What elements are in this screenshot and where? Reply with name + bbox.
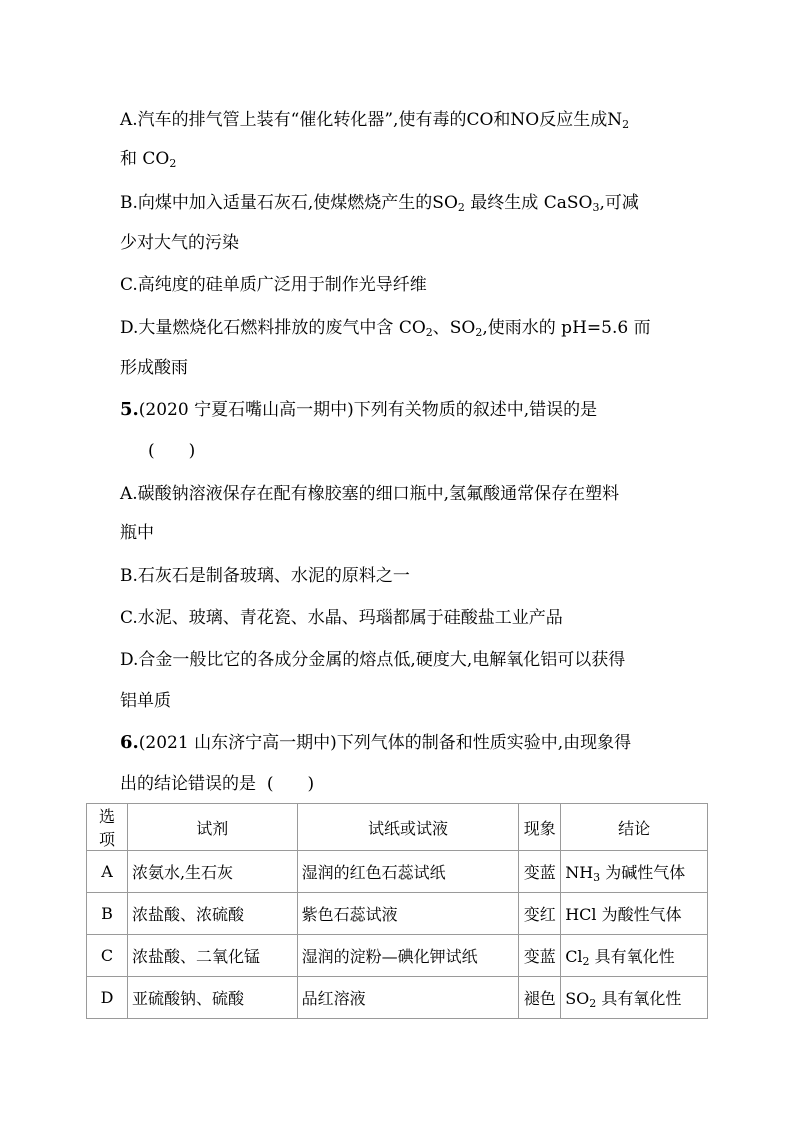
cell-reagent: 浓盐酸、浓硫酸 <box>127 893 297 935</box>
q5-number: 5. <box>120 399 139 420</box>
cell-paper: 紫色石蕊试液 <box>297 893 519 935</box>
table-row <box>87 935 708 977</box>
q5-source: (2020 宁夏石嘴山高一期中) <box>138 400 354 420</box>
table-row <box>87 851 708 893</box>
header-paper: 试纸或试液 <box>297 804 519 851</box>
q4-option-d-line1: D.大量燃烧化石燃料排放的废气中含 $CO_2$、$SO_2$,使雨水的 pH=5.6 而 <box>120 318 651 339</box>
q6-stem-line1: 6.(2021 山东济宁高一期中)下列气体的制备和性质实验中,由现象得 <box>120 732 632 753</box>
q5-option-c: C.水泥、玻璃、青花瓷、水晶、玛瑙都属于硅酸盐工业产品 <box>120 608 563 628</box>
q5-option-b: B.石灰石是制备玻璃、水泥的原料之一 <box>120 566 410 586</box>
q4-option-a-line1: A.汽车的排气管上装有“催化转化器”,使有毒的CO和NO反应生成$N_2$ <box>120 110 630 131</box>
q5-option-a-line2: 瓶中 <box>120 523 154 543</box>
cell-option: B <box>87 893 128 935</box>
cell-conclusion: $NH_3$ 为碱性气体 <box>561 851 708 893</box>
q6-answer-blank: ( ) <box>266 774 315 794</box>
cell-conclusion: HCl 为酸性气体 <box>561 893 708 935</box>
q6-table <box>86 803 708 1019</box>
cell-paper: 湿润的淀粉—碘化钾试纸 <box>297 935 519 977</box>
cell-conclusion: $SO_2$ 具有氧化性 <box>561 977 708 1019</box>
q4-option-c: C.高纯度的硅单质广泛用于制作光导纤维 <box>120 275 427 295</box>
q5-answer-blank: ( ) <box>148 441 196 461</box>
header-reagent: 试剂 <box>127 804 297 851</box>
q5-option-d-line2: 铝单质 <box>120 691 171 711</box>
q4-option-a-line2: 和 $CO_2$ <box>120 149 177 170</box>
cell-paper: 品红溶液 <box>297 977 519 1019</box>
q5-option-a-line1: A.碳酸钠溶液保存在配有橡胶塞的细口瓶中,氢氟酸通常保存在塑料 <box>120 484 620 504</box>
cell-phenomenon: 变红 <box>519 893 561 935</box>
cell-phenomenon: 褪色 <box>519 977 561 1019</box>
q5-stem: 5.(2020 宁夏石嘴山高一期中)下列有关物质的叙述中,错误的是 <box>120 399 598 420</box>
cell-reagent: 亚硫酸钠、硫酸 <box>127 977 297 1019</box>
header-phenomenon: 现象 <box>519 804 561 851</box>
cell-paper: 湿润的红色石蕊试纸 <box>297 851 519 893</box>
q4-option-b-line1: B.向煤中加入适量石灰石,使煤燃烧产生的$SO_2$ 最终生成 CaSO$_3$,可减 <box>120 193 639 214</box>
q4-option-b-line2: 少对大气的污染 <box>120 233 239 253</box>
table-row <box>87 977 708 1019</box>
q5-option-d-line1: D.合金一般比它的各成分金属的熔点低,硬度大,电解氧化铝可以获得 <box>120 650 626 670</box>
cell-option: C <box>87 935 128 977</box>
table-header-row <box>87 804 708 851</box>
q6-number: 6. <box>120 732 139 753</box>
header-conclusion: 结论 <box>561 804 708 851</box>
table-row <box>87 893 708 935</box>
q6-stem-line2: 出的结论错误的是 ( ) <box>120 774 315 794</box>
cell-reagent: 浓氨水,生石灰 <box>127 851 297 893</box>
cell-phenomenon: 变蓝 <box>519 935 561 977</box>
cell-phenomenon: 变蓝 <box>519 851 561 893</box>
q6-source: (2021 山东济宁高一期中) <box>138 733 337 753</box>
cell-option: D <box>87 977 128 1019</box>
cell-conclusion: $Cl_2$ 具有氧化性 <box>561 935 708 977</box>
q4-option-d-line2: 形成酸雨 <box>120 358 188 378</box>
header-option: 选项 <box>87 804 128 851</box>
cell-option: A <box>87 851 128 893</box>
cell-reagent: 浓盐酸、二氧化锰 <box>127 935 297 977</box>
